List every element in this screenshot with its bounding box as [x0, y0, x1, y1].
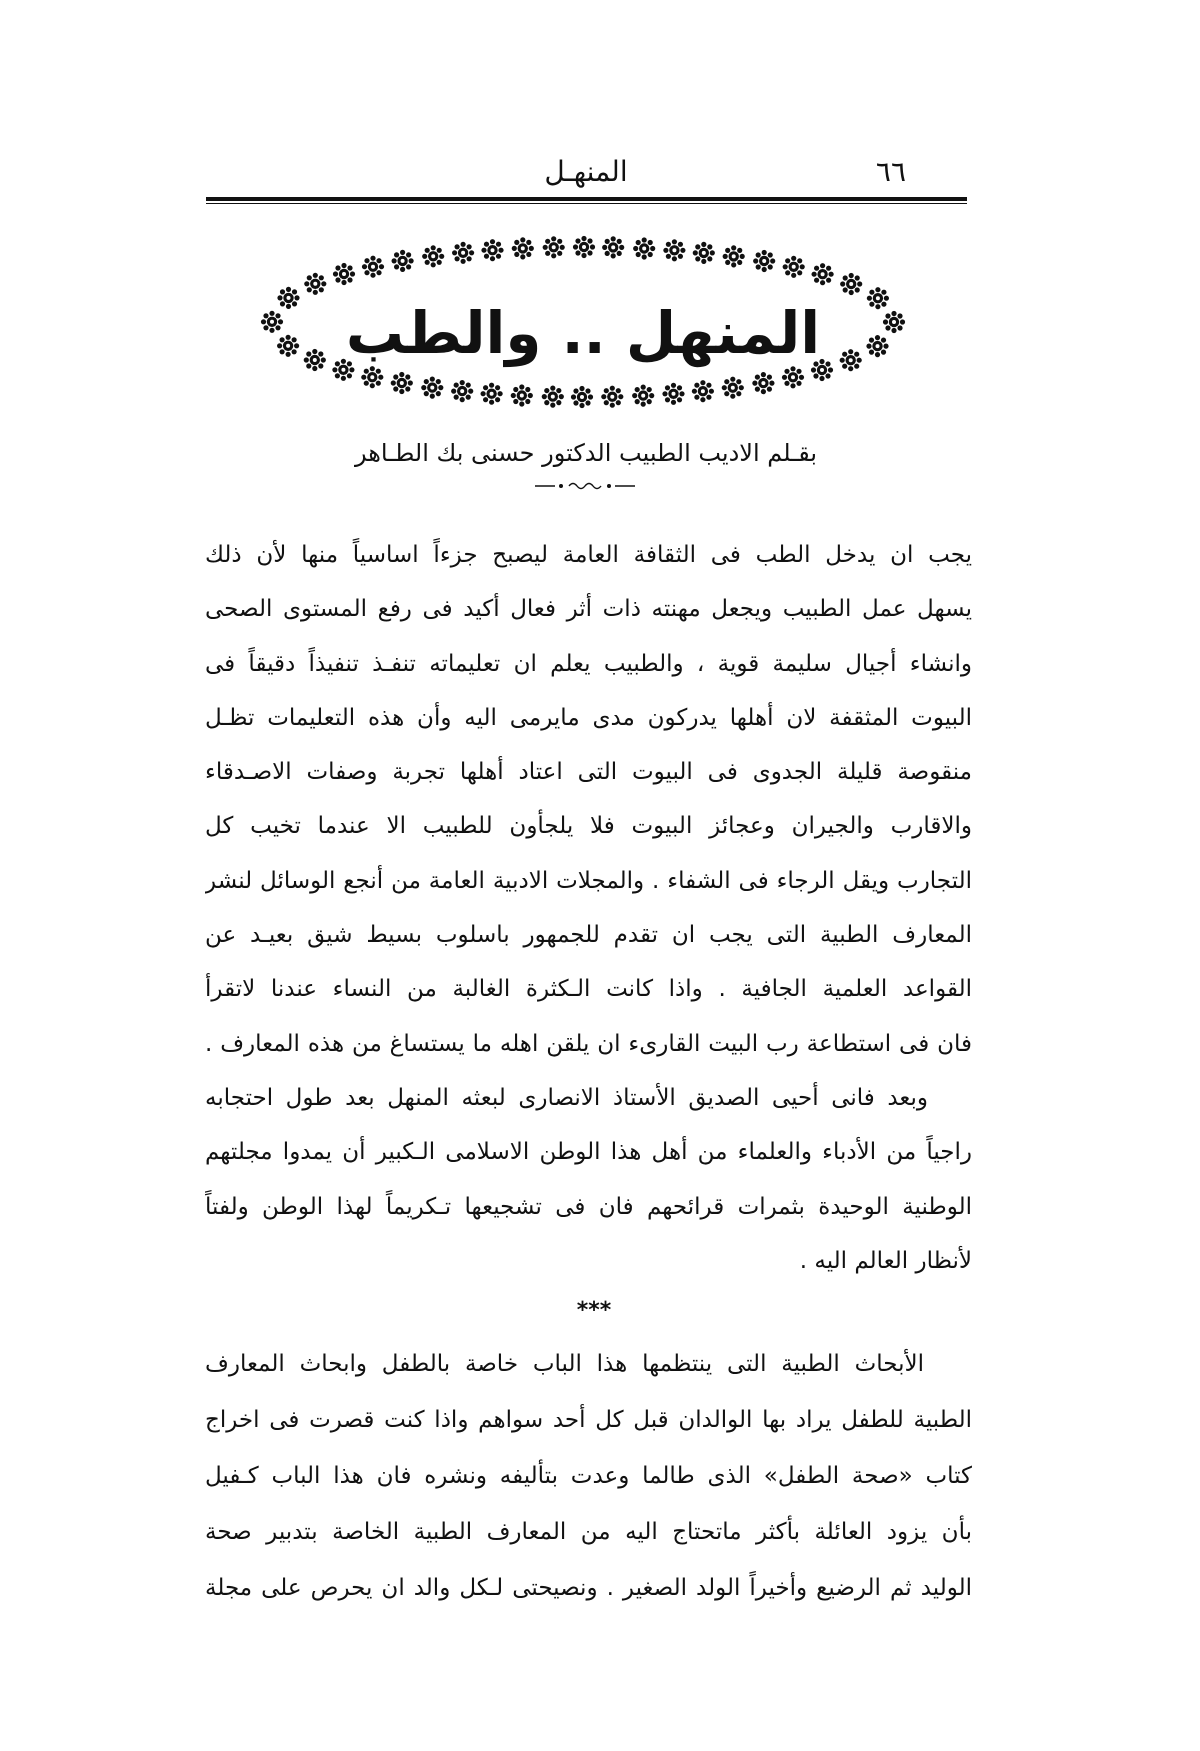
text-line: [205, 1071, 972, 1125]
line-text: الوطنية الوحيدة بثمرات قرائحهم فان فى تشجيعها تـكريماً لهذا الوطن ولفتاً: [205, 1193, 972, 1220]
rosette-icon: [723, 245, 745, 267]
section-separator: ***: [576, 1298, 612, 1323]
rosette-icon: [573, 236, 595, 258]
line-text: وبعد فانى أحيى الصديق الأستاذ الانصارى لبعثه المنهل بعد طول احتجابه: [205, 1084, 928, 1111]
rosette-icon: [392, 250, 414, 272]
line-text: الوليد ثم الرضيع وأخيراً الولد الصغير . ونصيحتى لـكل والد ان يحرص على مجلة: [205, 1575, 972, 1601]
rosette-icon: [571, 386, 593, 408]
rosette-icon: [663, 239, 685, 261]
paragraph-3: [205, 1336, 972, 1616]
text-line: [205, 1560, 972, 1616]
text-line: [205, 637, 972, 691]
rosette-icon: [362, 256, 384, 278]
rosette-icon: [543, 236, 565, 258]
rosette-icon: [333, 263, 355, 285]
rosette-icon: [632, 385, 654, 407]
title-ornament-frame: [0, 0, 1200, 480]
text-line: [205, 799, 972, 853]
byline: بقـلم الاديب الطبيب الدكتور حسنى بك الطـاهر: [354, 439, 818, 467]
line-text: كتاب «صحة الطفل» الذى طالما وعدت بتأليفه ونشره فان هذا الباب كـفيل: [205, 1463, 972, 1489]
rosette-icon: [452, 242, 474, 264]
rosette-icon: [511, 384, 533, 406]
line-text: راجياً من الأدباء والعلماء من أهل هذا الوطن الاسلامى الـكبير أن يمدوا مجلتهم: [205, 1139, 972, 1166]
line-text: الطبية للطفل يراد بها الوالدان قبل كل أحد سواهم واذا كنت قصرت فى اخراج: [205, 1407, 972, 1433]
paragraph-2: [205, 1071, 972, 1288]
rosette-icon: [692, 380, 714, 402]
text-line: [205, 1017, 972, 1071]
line-text: فان فى استطاعة رب البيت القارىء ان يلقن اهله ما يستساغ من هذه المعارف .: [205, 1030, 972, 1057]
rosette-icon: [261, 311, 283, 333]
article-body-bottom: [205, 1336, 972, 1616]
rosette-icon: [542, 386, 564, 408]
text-line: [205, 908, 972, 962]
rosette-icon: [883, 311, 905, 333]
rosette-icon: [481, 383, 503, 405]
line-text: المعارف الطبية التى يجب ان تقدم للجمهور باسلوب بسيط شيق بعيـد عن: [205, 922, 972, 949]
text-line: [205, 1180, 972, 1234]
rosette-icon: [783, 256, 805, 278]
paragraph-1: [205, 528, 972, 1071]
article-body-top: [205, 528, 972, 1288]
rosette-icon: [601, 386, 623, 408]
text-line: [205, 854, 972, 908]
byline-ornament-icon: [533, 479, 637, 493]
running-title: المنهـل: [544, 155, 628, 188]
line-text: منقوصة قليلة الجدوى فى البيوت التى اعتاد أهلها تجربة وصفات الاصـدقاء: [205, 759, 972, 786]
rosette-icon: [451, 380, 473, 402]
text-line: [205, 1234, 972, 1288]
line-text: يسهل عمل الطبيب ويجعل مهنته ذات أثر فعال أكيد فى رفع المستوى الصحى: [205, 596, 972, 623]
text-line: [205, 745, 972, 799]
line-text: لأنظار العالم اليه .: [799, 1247, 972, 1274]
rosette-icon: [512, 237, 534, 259]
line-text: بأن يزود العائلة بأكثر ماتحتاج اليه من المعارف الطبية الخاصة بتدبير صحة: [205, 1519, 972, 1545]
text-line: [205, 1336, 972, 1392]
rosette-icon: [421, 377, 443, 399]
rosette-icon: [812, 263, 834, 285]
rosette-icon: [753, 250, 775, 272]
rosette-icon: [633, 237, 655, 259]
rosette-icon: [722, 377, 744, 399]
line-text: التجارب ويقل الرجاء فى الشفاء . والمجلات الادبية العامة من أنجع الوسائل لنشر: [205, 867, 972, 894]
rosette-icon: [602, 236, 624, 258]
text-line: [205, 1125, 972, 1179]
line-text: الأبحاث الطبية التى ينتظمها هذا الباب خاصة بالطفل وابحاث المعارف: [205, 1351, 924, 1377]
text-line: [205, 528, 972, 582]
text-line: [205, 582, 972, 636]
line-text: القواعد العلمية الجافية . واذا كانت الـكثرة الغالبة من النساء عندنا لاتقرأ: [205, 976, 972, 1003]
text-line: [205, 691, 972, 745]
text-line: [205, 1504, 972, 1560]
line-text: يجب ان يدخل الطب فى الثقافة العامة ليصبح جزءاً اساسياً منها لأن ذلك: [205, 542, 972, 568]
page-number: ٦٦: [875, 155, 906, 188]
line-text: والاقارب والجيران وعجائز البيوت فلا يلجأون للطبيب الا عندما تخيب كل: [205, 813, 972, 840]
rosette-icon: [422, 245, 444, 267]
article-title: المنهل .. والطب: [345, 299, 821, 367]
rosette-icon: [481, 239, 503, 261]
line-text: وانشاء أجيال سليمة قوية ، والطبيب يعلم ان تعليماته تنفـذ تنفيذاً دقيقاً فى: [205, 650, 972, 677]
rosette-icon: [662, 383, 684, 405]
line-text: البيوت المثقفة لان أهلها يدركون مدى مايرمى اليه وأن هذه التعليمات تظـل: [205, 704, 972, 731]
text-line: [205, 962, 972, 1016]
rosette-icon: [693, 242, 715, 264]
text-line: [205, 1448, 972, 1504]
text-line: [205, 1392, 972, 1448]
